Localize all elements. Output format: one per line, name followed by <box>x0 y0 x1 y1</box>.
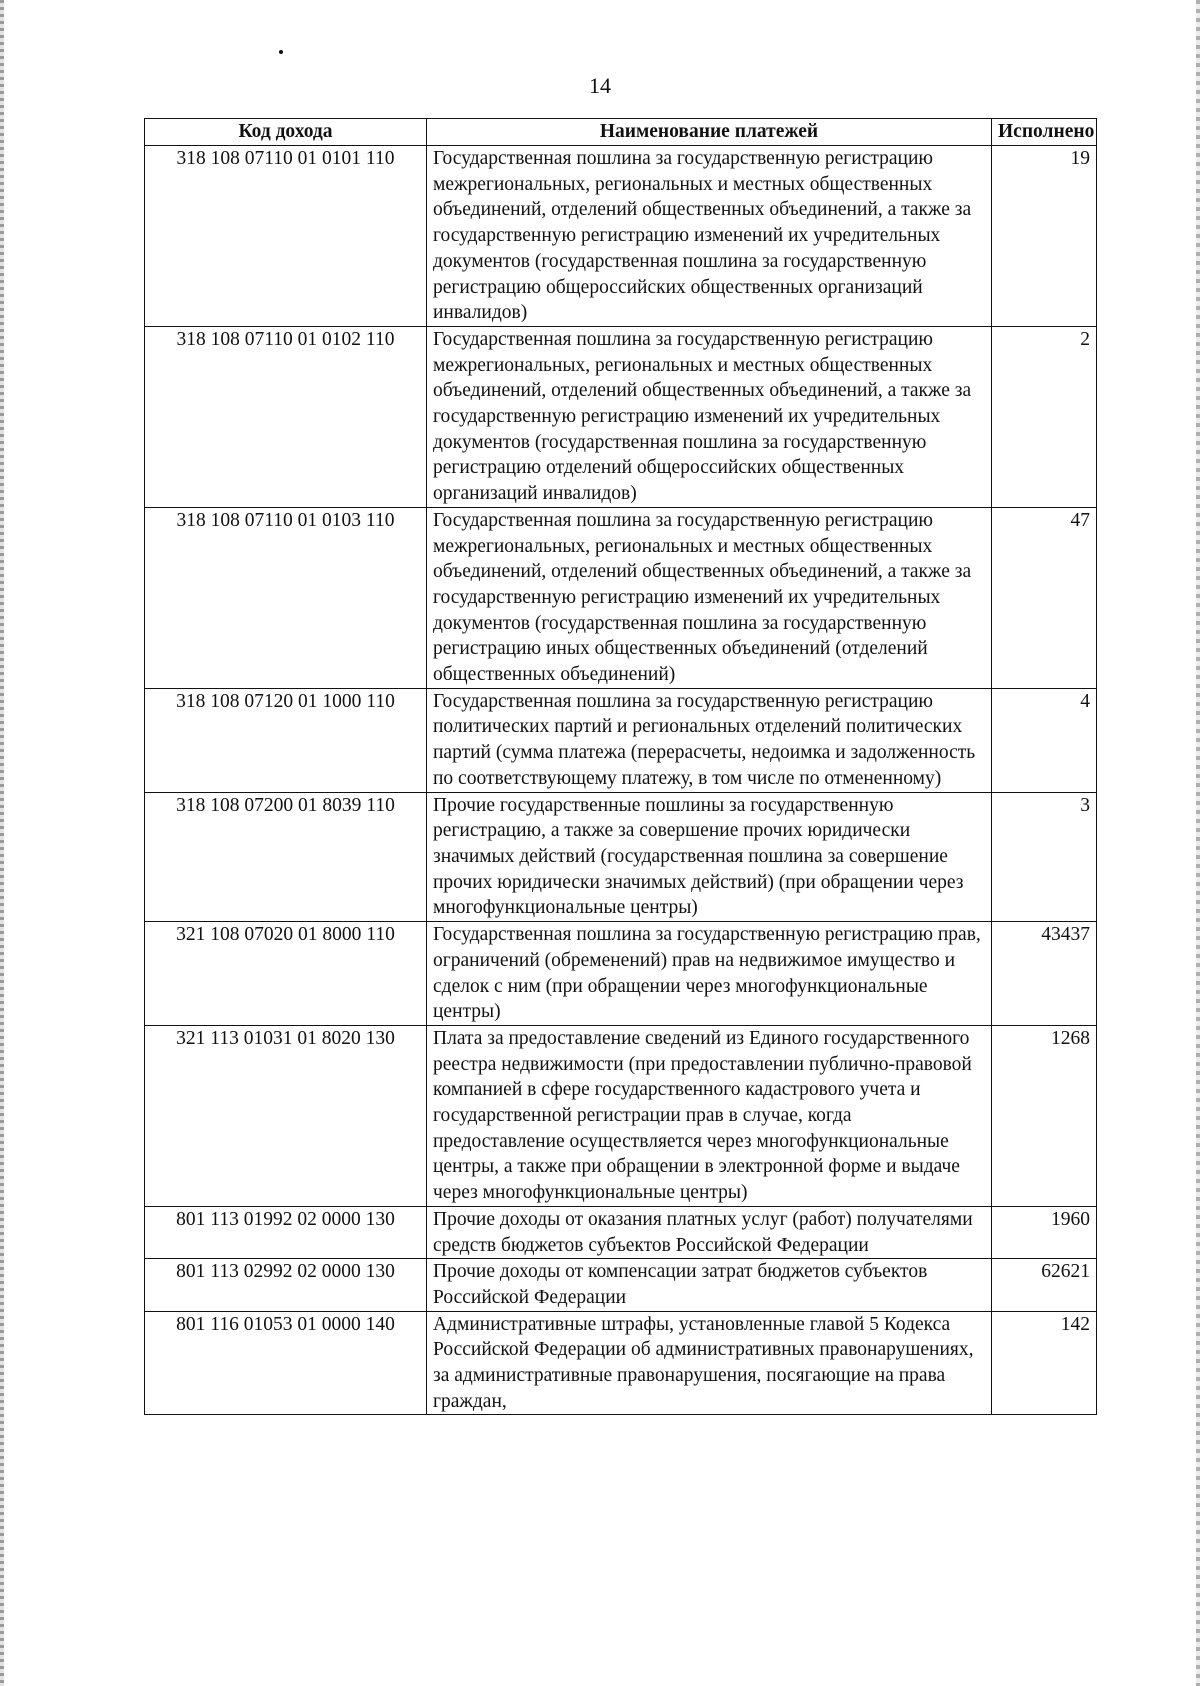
payment-name-cell: Прочие государственные пошлины за государственную регистрацию, а также за совершение прочих юридически значимых действий (государственная пошлина за совершение прочих юридически значимых действий) (при обращении через многофункциональные центры) <box>427 792 992 922</box>
income-code-cell: 318 108 07110 01 0102 110 <box>145 326 427 507</box>
payment-name-cell: Прочие доходы от оказания платных услуг (работ) получателями средств бюджетов субъектов Российской Федерации <box>427 1206 992 1258</box>
income-code-cell: 321 113 01031 01 8020 130 <box>145 1025 427 1206</box>
executed-amount-cell: 2 <box>992 326 1097 507</box>
payment-name-cell: Прочие доходы от компенсации затрат бюджетов субъектов Российской Федерации <box>427 1259 992 1311</box>
income-code-cell: 318 108 07200 01 8039 110 <box>145 792 427 922</box>
table-row <box>145 922 1097 1026</box>
executed-amount-cell: 1960 <box>992 1206 1097 1258</box>
table-row <box>145 1311 1097 1415</box>
payment-name-cell: Государственная пошлина за государственную регистрацию политических партий и региональных отделений политических партий (сумма платежа (перерасчеты, недоимка и задолженность по соответствующему платежу, в том числе по отмененному) <box>427 688 992 792</box>
payment-name-cell: Плата за предоставление сведений из Единого государственного реестра недвижимости (при предоставлении публично-правовой компанией в сфере государственного кадастрового учета и государственной регистрации прав в случае, когда предоставление осуществляется через многофункциональные центры, а также при обращении в электронной форме и выдаче через многофункциональные центры) <box>427 1025 992 1206</box>
header-executed: Исполнено <box>992 119 1097 146</box>
executed-amount-cell: 62621 <box>992 1259 1097 1311</box>
income-code-cell: 318 108 07110 01 0103 110 <box>145 507 427 688</box>
table-row <box>145 326 1097 507</box>
table-body <box>145 146 1097 1415</box>
executed-amount-cell: 4 <box>992 688 1097 792</box>
income-code-cell: 801 113 01992 02 0000 130 <box>145 1206 427 1258</box>
scan-speck <box>279 50 283 54</box>
table-row <box>145 688 1097 792</box>
table-row <box>145 1025 1097 1206</box>
payment-name-cell: Государственная пошлина за государственную регистрацию межрегиональных, региональных и местных общественных объединений, отделений общественных объединений, а также за государственную регистрацию изменений их учредительных документов (государственная пошлина за государственную регистрацию общероссийских общественных организаций инвалидов) <box>427 146 992 327</box>
header-income-code: Код дохода <box>145 119 427 146</box>
scan-edge-left <box>0 0 4 1686</box>
page-number: 14 <box>589 73 611 98</box>
table-row <box>145 792 1097 922</box>
table-row <box>145 1206 1097 1258</box>
table-row <box>145 146 1097 327</box>
executed-amount-cell: 43437 <box>992 922 1097 1026</box>
executed-amount-cell: 1268 <box>992 1025 1097 1206</box>
income-code-cell: 321 108 07020 01 8000 110 <box>145 922 427 1026</box>
payment-name-cell: Государственная пошлина за государственную регистрацию прав, ограничений (обременений) прав на недвижимое имущество и сделок с ним (при обращении через многофункциональные центры) <box>427 922 992 1026</box>
income-code-cell: 318 108 07110 01 0101 110 <box>145 146 427 327</box>
executed-amount-cell: 19 <box>992 146 1097 327</box>
table-row <box>145 507 1097 688</box>
executed-amount-cell: 142 <box>992 1311 1097 1415</box>
income-code-cell: 801 116 01053 01 0000 140 <box>145 1311 427 1415</box>
table-header-row <box>145 119 1097 146</box>
payment-name-cell: Государственная пошлина за государственную регистрацию межрегиональных, региональных и местных общественных объединений, отделений общественных объединений, а также за государственную регистрацию изменений их учредительных документов (государственная пошлина за государственную регистрацию отделений общероссийских общественных организаций инвалидов) <box>427 326 992 507</box>
executed-amount-cell: 3 <box>992 792 1097 922</box>
income-code-cell: 801 113 02992 02 0000 130 <box>145 1259 427 1311</box>
scan-edge-right <box>1196 0 1200 1686</box>
income-table <box>144 118 1097 1415</box>
header-payment-name: Наименование платежей <box>427 119 992 146</box>
income-code-cell: 318 108 07120 01 1000 110 <box>145 688 427 792</box>
payment-name-cell: Государственная пошлина за государственную регистрацию межрегиональных, региональных и местных общественных объединений, отделений общественных объединений, а также за государственную регистрацию изменений их учредительных документов (государственная пошлина за государственную регистрацию иных общественных объединений (отделений общественных объединений) <box>427 507 992 688</box>
table-row <box>145 1259 1097 1311</box>
payment-name-cell: Административные штрафы, установленные главой 5 Кодекса Российской Федерации об административных правонарушениях, за административные правонарушения, посягающие на права граждан, <box>427 1311 992 1415</box>
executed-amount-cell: 47 <box>992 507 1097 688</box>
